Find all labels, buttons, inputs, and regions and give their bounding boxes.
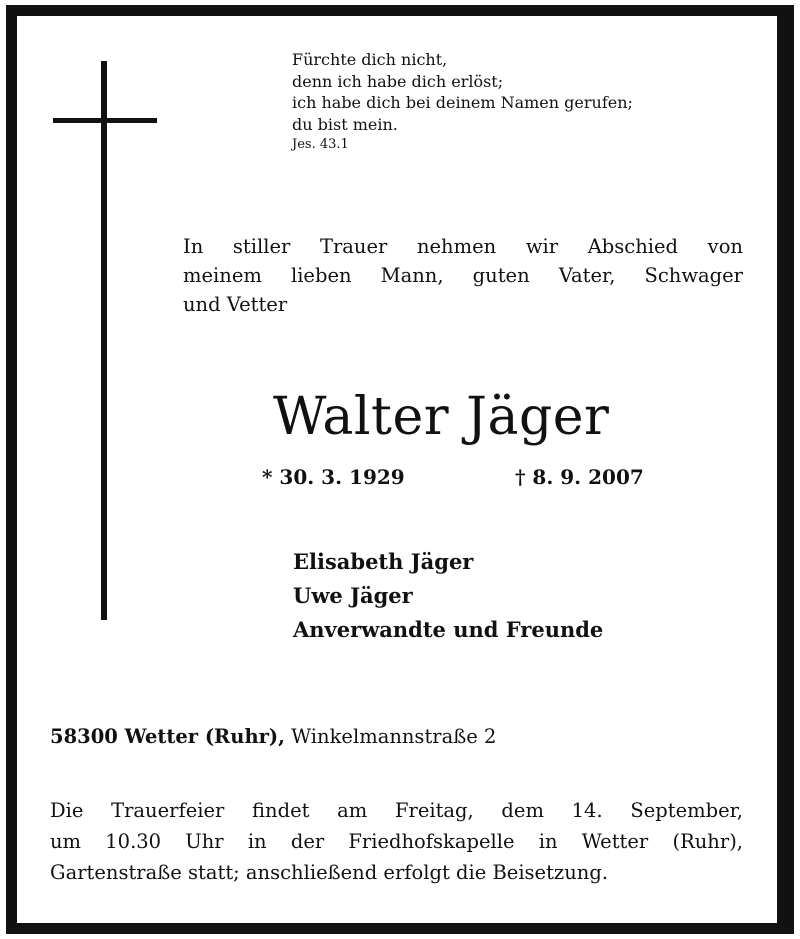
- family-address: [50, 722, 496, 752]
- address-street: Winkelmannstraße 2: [291, 725, 497, 748]
- intro-line: und Vetter: [183, 293, 288, 316]
- service-line: um 10.30 Uhr in der Friedhofskapelle in Wetter (Ruhr),: [50, 830, 743, 853]
- cross-icon-horizontal-bar: [53, 118, 157, 123]
- death-date: † 8. 9. 2007: [515, 465, 644, 489]
- cross-icon-vertical-bar: [101, 61, 107, 620]
- mourner-name: Anverwandte und Freunde: [293, 617, 604, 642]
- deceased-name: Walter Jäger: [273, 387, 610, 447]
- address-city: 58300 Wetter (Ruhr),: [50, 725, 285, 748]
- intro-line: meinem lieben Mann, guten Vater, Schwager: [183, 264, 743, 287]
- mourner-name: Uwe Jäger: [293, 583, 413, 608]
- bible-verse: [292, 49, 633, 155]
- service-line: Die Trauerfeier findet am Freitag, dem 14. September,: [50, 799, 743, 822]
- funeral-service-info: [50, 795, 743, 888]
- verse-line: du bist mein.: [292, 114, 398, 134]
- mourner-name: Elisabeth Jäger: [293, 549, 474, 574]
- birth-date: * 30. 3. 1929: [262, 465, 405, 489]
- mourning-intro: [183, 232, 743, 319]
- intro-line: In stiller Trauer nehmen wir Abschied von: [183, 235, 743, 258]
- service-line: Gartenstraße statt; anschließend erfolgt die Beisetzung.: [50, 861, 609, 884]
- verse-line: ich habe dich bei deinem Namen gerufen;: [292, 93, 633, 112]
- mourners-list: [293, 545, 603, 647]
- verse-reference: Jes. 43.1: [292, 137, 349, 152]
- verse-line: Fürchte dich nicht,: [292, 50, 448, 69]
- verse-line: denn ich habe dich erlöst;: [292, 71, 504, 91]
